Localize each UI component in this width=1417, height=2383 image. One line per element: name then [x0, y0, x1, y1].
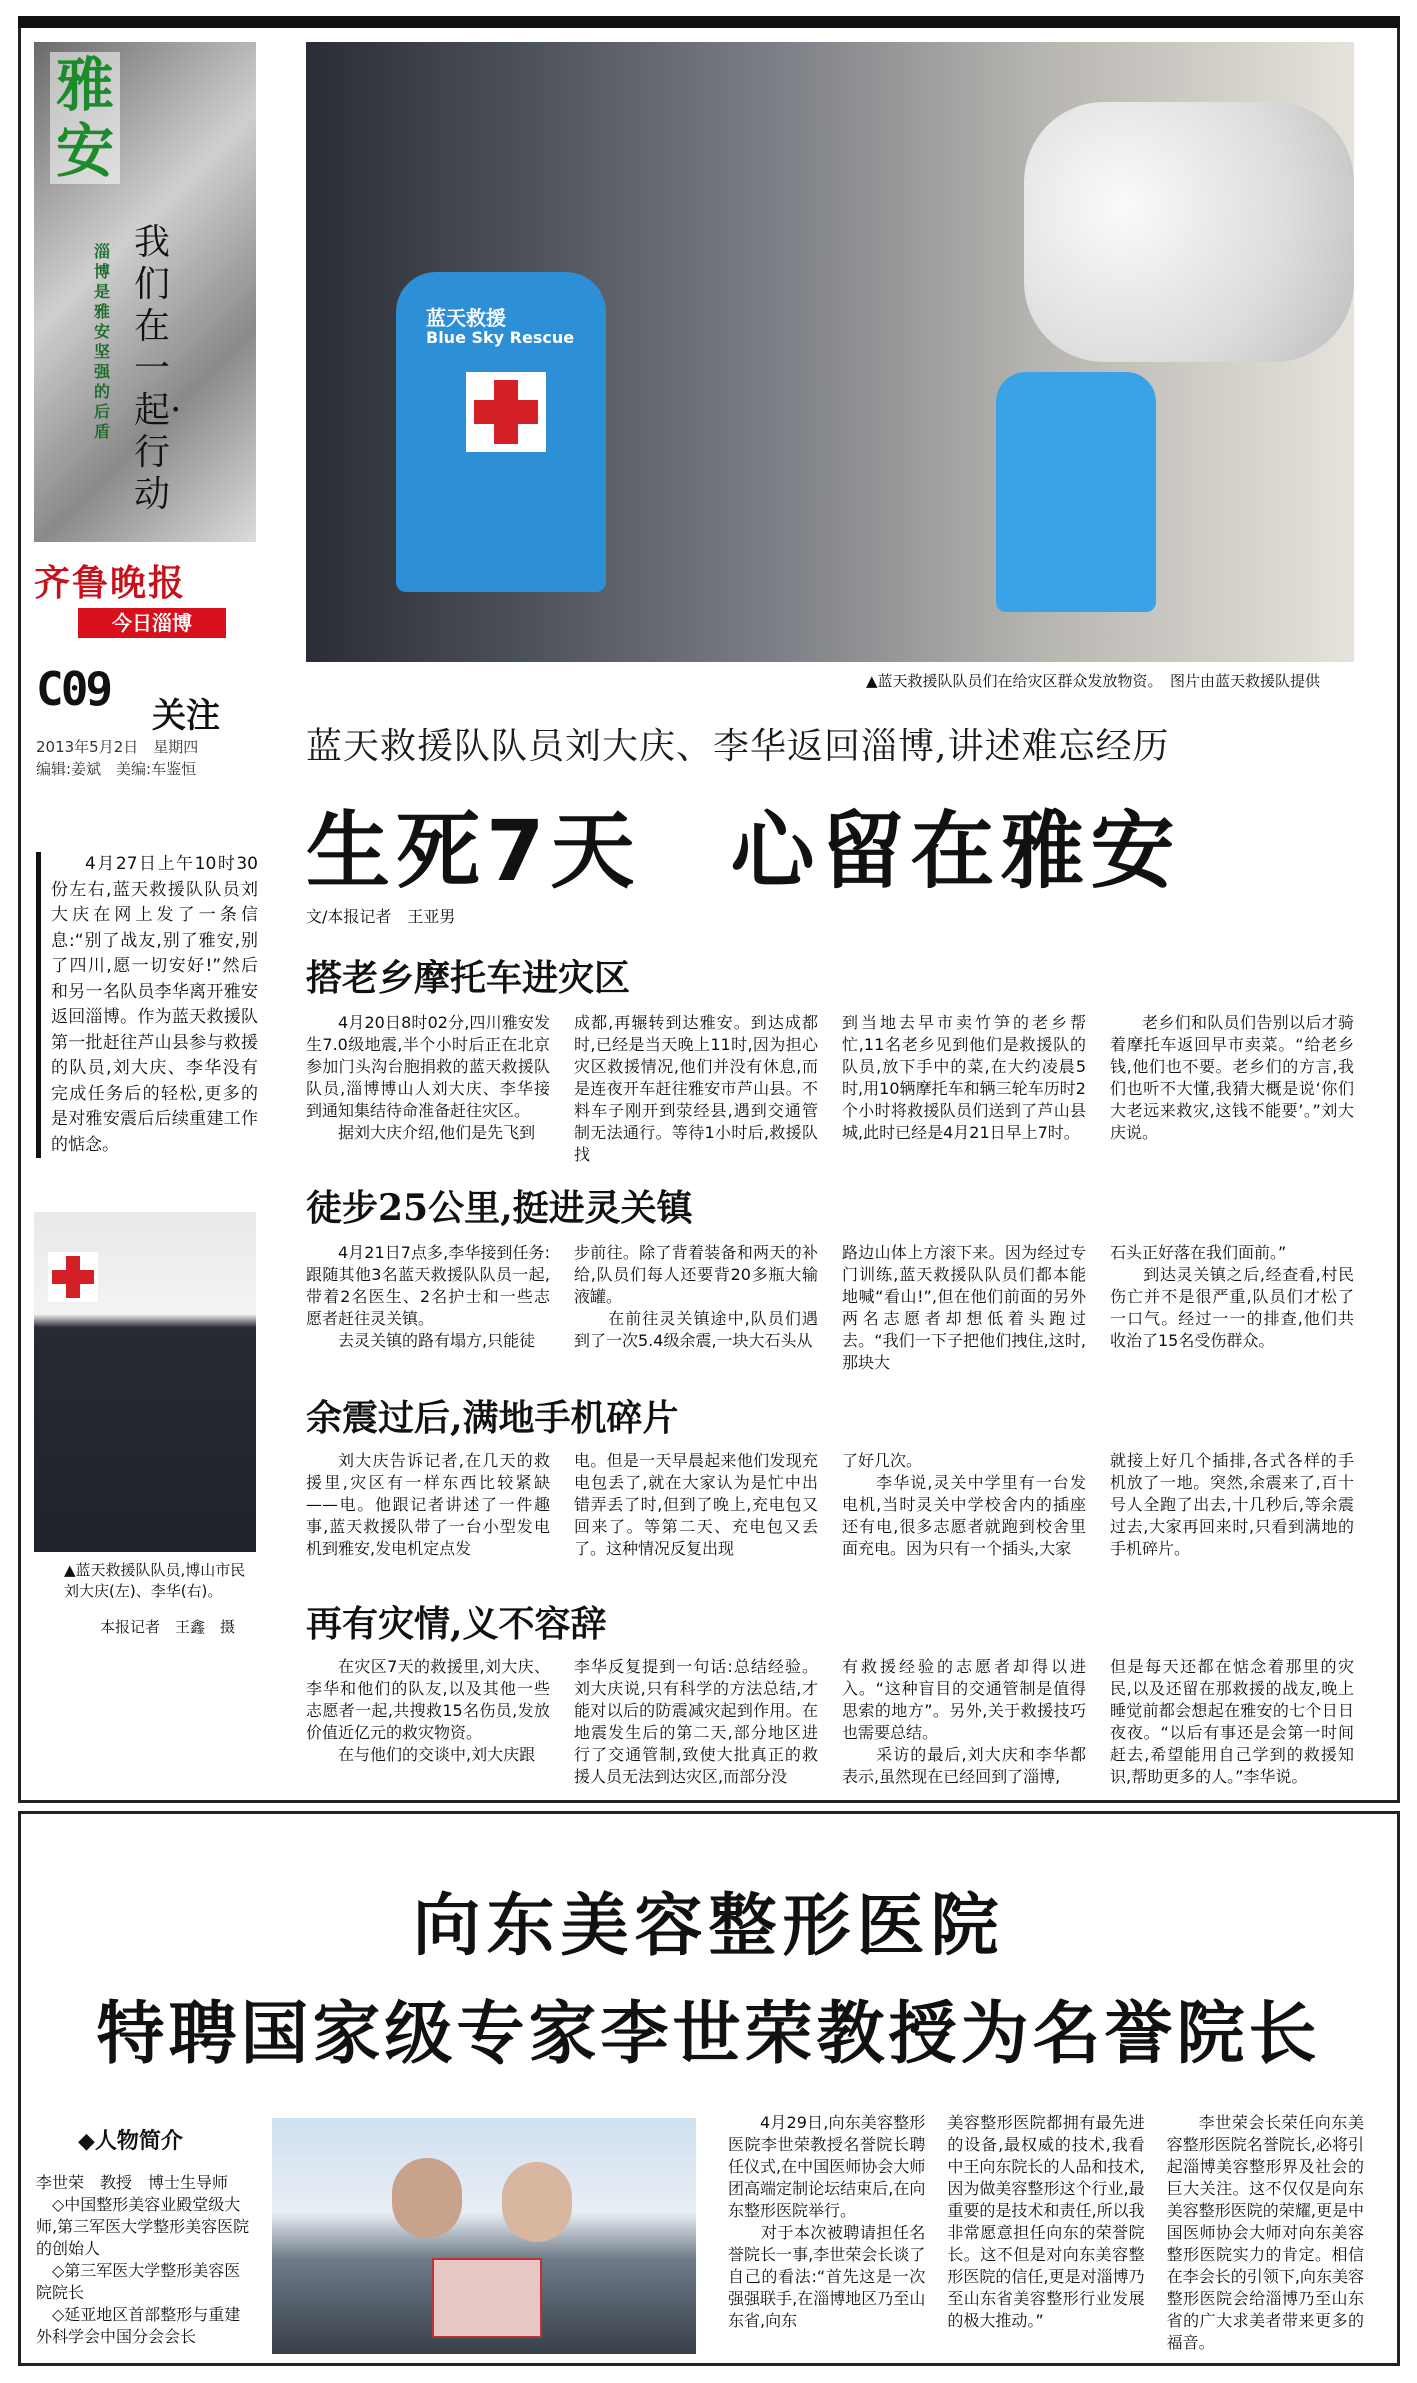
ad-ceremony-photo — [272, 2118, 696, 2354]
main-photo-caption: ▲蓝天救援队队员们在给灾区群众发放物资。 图片由蓝天救援队提供 — [866, 672, 1321, 690]
ad-divider — [18, 1800, 1400, 1814]
ad-subtitle: 特聘国家级专家李世荣教授为名誉院长 — [96, 1995, 1321, 2074]
main-headline: 生死7天 心留在雅安 — [306, 802, 1181, 900]
issue-date: 2013年5月2日 星期四 — [36, 738, 199, 756]
column: 在灾区7天的救援里,刘大庆、李华和他们的队友,以及其他一些志愿者一起,共搜救15名伤员,发放价值近亿元的救灾物资。 在与他们的交谈中,刘大庆跟 — [306, 1657, 550, 1764]
section-name: 关注 — [152, 696, 220, 736]
column: 到当地去早市卖竹笋的老乡帮忙,11名老乡见到他们是救援队的队员,放下手中的菜,在大约凌晨5时,用10辆摩托车和辆三轮车历时2个小时将救援队员们送到了芦山县城,此时已经是4月21日早上7时。 — [842, 1013, 1086, 1142]
rescuer-portrait-photo — [34, 1212, 256, 1552]
column: 美容整形医院都拥有最先进的设备,最权威的技术,我看中王向东院长的人品和技术,因为做美容整形这个行业,最重要的是技术和责任,所以我非常愿意担任向东的荣誉院长。这不但是对向东美容整形医院的信任,更是对淄博乃至山东省美容整形行业发展的极大推动。” — [947, 2113, 1145, 2330]
column: 石头正好落在我们面前。” 到达灵关镇之后,经查看,村民伤亡并不是很严重,队员们才松了一口气。经过一一的排查,他们共收治了15名受伤群众。 — [1110, 1243, 1354, 1350]
column: 4月21日7点多,李华接到任务:跟随其他3名蓝天救援队队员一起,带着2名医生、2名护士和一些志愿者赶往灵关镇。 去灵关镇的路有塌方,只能徒 — [306, 1243, 550, 1350]
column: 老乡们和队员们告别以后才骑着摩托车返回早市卖菜。“给老乡钱,他们也不要。老乡们的方言,我们也听不大懂,我猜大概是说‘你们大老远来救灾,这钱不能要’。”刘大庆说。 — [1110, 1013, 1354, 1142]
column: 4月20日8时02分,四川雅安发生7.0级地震,半个小时后正在北京参加门头沟台胞捐救的蓝天救援队队员,淄博博山人刘大庆、李华接到通知集结待命准备赶往灾区。 据刘大庆介绍,他们是先飞到 — [306, 1013, 550, 1142]
column: 4月29日,向东美容整形医院李世荣教授名誉院长聘任仪式,在中国医师协会大师团高端定制论坛结束后,在向东整形医院举行。 对于本次被聘请担任名誉院长一事,李世荣会长谈了自己的看法:“首先这是一次强强联手,在淄博地区乃至山东省,向东 — [728, 2113, 926, 2330]
column: 路边山体上方滚下来。因为经过专门训练,蓝天救援队队员们都本能地喊“看山!”,但在他们前面的另外两名志愿者却想低着头跑过去。“我们一下子把他们拽住,这时,那块大 — [842, 1243, 1086, 1372]
edition-badge: 今日淄博 — [78, 608, 226, 638]
ad-bio: 李世荣 教授 博士生导师 ◇中国整形美容业殿堂级大师,第三军医大学整形美容医院的创始人 ◇第三军医大学整形美容医院院长 ◇延亚地区首部整形与重建外科学会中国分会会长 — [36, 2173, 250, 2346]
column: 刘大庆告诉记者,在几天的救援里,灾区有一样东西比较紧缺——电。他跟记者讲述了一件趣事,蓝天救援队带了一台小型发电机到雅安,发电机定点发 — [306, 1451, 550, 1558]
banner-title: 雅 安 — [50, 52, 120, 184]
section-1-body — [306, 1012, 1354, 1166]
column: 有救援经验的志愿者却得以进入。“这种盲目的交通管制是值得思索的地方”。另外,关于救援技巧也需要总结。 采访的最后,刘大庆和李华都表示,虽然现在已经回到了淄博, — [842, 1657, 1086, 1786]
yaan-banner — [34, 42, 256, 542]
subhead-3: 余震过后,满地手机碎片 — [306, 1397, 679, 1439]
red-cross-icon — [48, 1252, 98, 1302]
column: 了好几次。 李华说,灵关中学里有一台发电机,当时灵关中学校舍内的插座还有电,很多志愿者就跑到校舍里面充电。因为只有一个插头,大家 — [842, 1451, 1086, 1558]
column: 步前往。除了背着装备和两天的补给,队员们每人还要背20多瓶大输液罐。 在前往灵关镇途中,队员们遇到了一次5.4级余震,一块大石头从 — [574, 1243, 818, 1350]
subhead-2: 徒步25公里,挺进灵关镇 — [306, 1187, 693, 1229]
portrait-caption: ▲蓝天救援队队员,博山市民刘大庆(左)、李华(右)。 — [64, 1561, 246, 1600]
person-figure — [502, 2162, 572, 2242]
ad-bio-heading: ◆人物简介 — [78, 2129, 183, 2154]
kicker-headline: 蓝天救援队队员刘大庆、李华返回淄博,讲述难忘经历 — [306, 726, 1170, 767]
column: 电。但是一天早晨起来他们发现充电包丢了,就在大家认为是忙中出错弄丢了时,但到了晚上,充电包又回来了。等第二天、充电包又丢了。这种情况反复出现 — [574, 1451, 818, 1558]
page-number: C09 — [36, 662, 111, 716]
ad-body — [728, 2112, 1364, 2354]
red-cross-icon — [466, 372, 546, 452]
section-3-body — [306, 1450, 1354, 1560]
byline: 文/本报记者 王亚男 — [306, 907, 456, 926]
top-rule — [18, 16, 1400, 28]
person-figure — [392, 2158, 462, 2238]
subhead-4: 再有灾情,义不容辞 — [306, 1603, 607, 1645]
vest-label: 蓝天救援 — [426, 306, 506, 330]
column: 就接上好几个插排,各式各样的手机放了一地。突然,余震来了,百十号人全跑了出去,十几秒后,等余震过去,大家再回来时,只看到满地的手机碎片。 — [1110, 1451, 1354, 1558]
column: 李华反复提到一句话:总结经验。刘大庆说,只有科学的方法总结,才能对以后的防震减灾起到作用。在地震发生后的第二天,部分地区进行了交通管制,致使大批真正的救援人员无法到达灾区,而部分没 — [574, 1657, 818, 1786]
subhead-1: 搭老乡摩托车进灾区 — [306, 957, 631, 999]
editor-credits: 编辑:姜斌 美编:车鉴恒 — [36, 760, 197, 778]
portrait-credit: 本报记者 王鑫 摄 — [100, 1618, 236, 1636]
lead-paragraph: 4月27日上午10时30份左右,蓝天救援队队员刘大庆在网上发了一条信息:“别了战友,别了雅安,别了四川,愿一切安好!”然后和另一名队员李华离开雅安返回淄博。作为蓝天救援队第一批赶往芦山县参与救援的队员,刘大庆、李华没有完成任务后的轻松,更多的是对雅安震后后续重建工作的惦念。 — [36, 852, 258, 1158]
masthead-logo: 齐鲁晚报 — [34, 562, 187, 604]
banner-subtitle: 淄博是雅安坚强的后盾 — [94, 242, 111, 441]
rescuer-vest-2 — [996, 372, 1156, 612]
column: 成都,再辗转到达雅安。到达成都时,已经是当天晚上11时,因为担心灾区救援情况,他们并没有休息,而是连夜开车赶往雅安市芦山县。不料车子刚开到荥经县,遇到交通管制无法通行。等待1小时后,救援队找 — [574, 1013, 818, 1164]
vest-label-en: Blue Sky Rescue — [426, 328, 575, 347]
certificate — [432, 2258, 542, 2338]
section-2-body — [306, 1242, 1354, 1374]
column: 但是每天还都在惦念着那里的灾民,以及还留在那救援的战友,晚上睡觉前都会想起在雅安的七个日日夜夜。“以后有事还是会第一时间赶去,希望能用自己学到的救援知识,帮助更多的人。”李华说。 — [1110, 1657, 1354, 1786]
section-4-body — [306, 1656, 1354, 1788]
main-photo — [306, 42, 1354, 662]
banner-slogan: 我们在一起·行动 — [134, 222, 182, 515]
supply-sacks — [1024, 102, 1354, 362]
ad-title: 向东美容整形医院 — [412, 1887, 1005, 1966]
column: 李世荣会长荣任向东美容整形医院名誉院长,必将引起淄博美容整形界及社会的巨大关注。这不仅仅是向东美容整形医院的荣耀,更是中国医师协会大师对向东美容整形医院实力的肯定。相信在李会长的引领下,向东美容整形医院会给淄博乃至山东省的广大求美者带来更多的福音。 — [1166, 2113, 1364, 2352]
